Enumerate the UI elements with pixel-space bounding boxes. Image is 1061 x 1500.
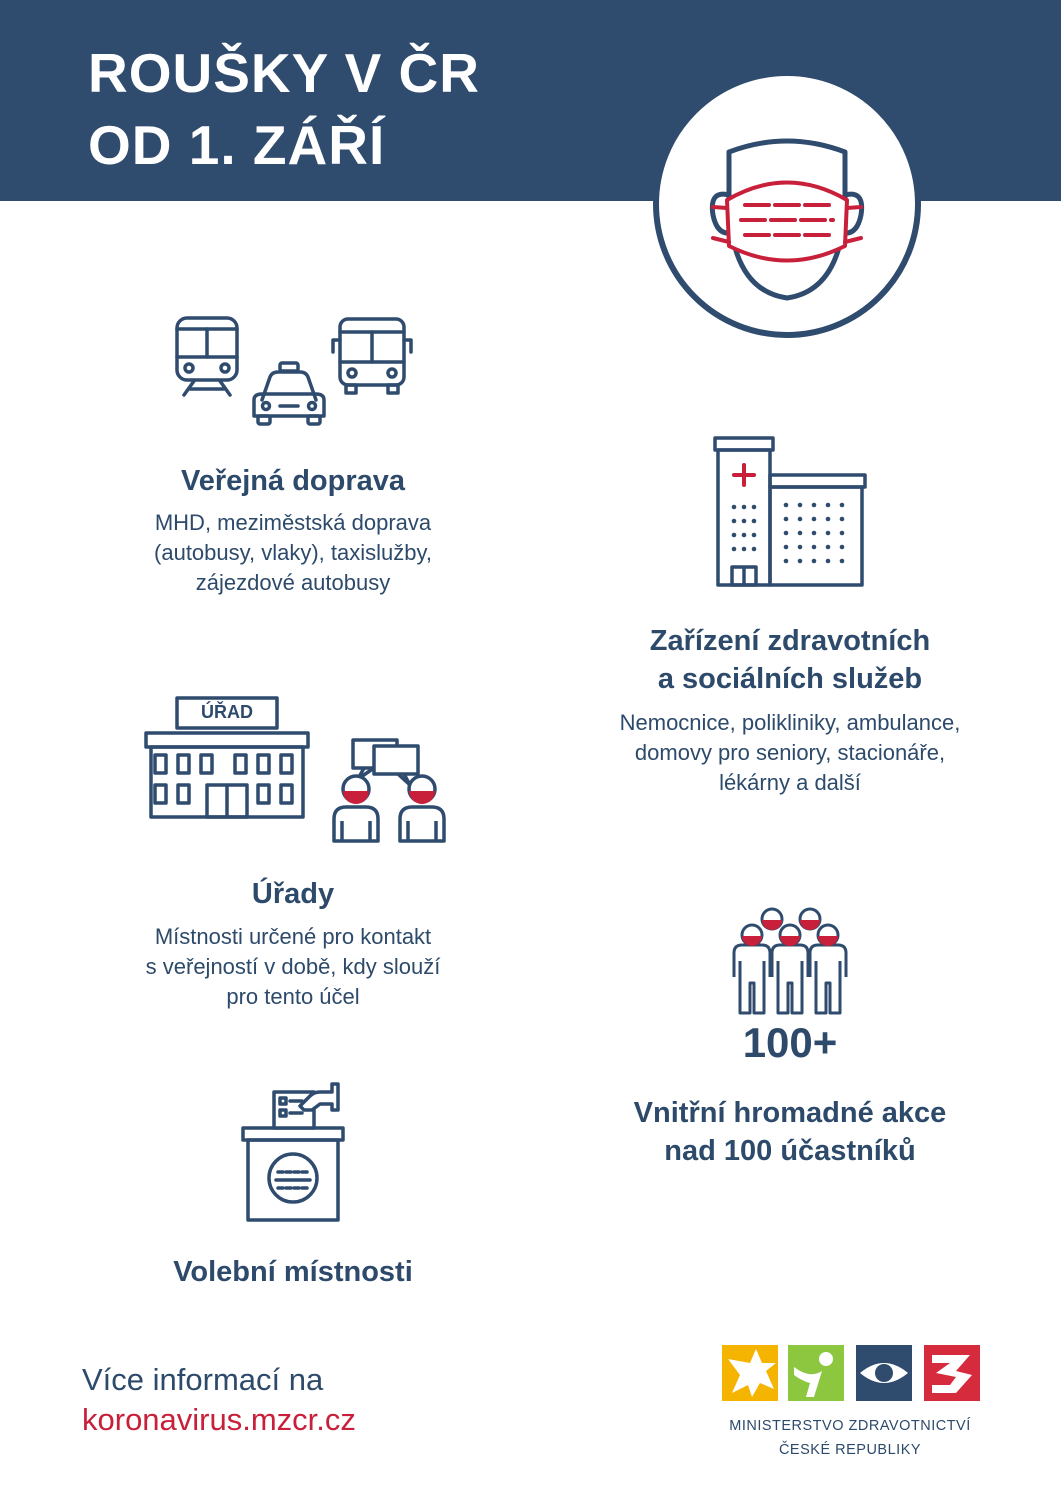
offices-desc-line3: pro tento účel	[226, 984, 360, 1009]
ministry-name-line2: ČESKÉ REPUBLIKY	[778, 1442, 922, 1458]
health-title-line1: Zařízení zdravotních	[649, 625, 931, 657]
page-title-line1: ROUŠKY V ČR	[88, 42, 480, 104]
info-link[interactable]: koronavirus.mzcr.cz	[82, 1402, 356, 1437]
hospital-icon	[710, 435, 870, 590]
events-title-line1: Vnitřní hromadné akce	[633, 1097, 947, 1129]
health-desc-line3: lékárny a další	[719, 770, 861, 795]
conversation-icon	[328, 737, 450, 845]
offices-title: Úřady	[251, 878, 335, 910]
crowd-icon	[728, 905, 852, 1017]
ministry-logo	[722, 1345, 980, 1401]
ministry-name-line1: MINISTERSTVO ZDRAVOTNICTVÍ	[729, 1418, 971, 1434]
voting-title: Volební místnosti	[173, 1256, 413, 1288]
transport-desc-line3: zájezdové autobusy	[195, 570, 391, 595]
transport-desc-line2: (autobusy, vlaky), taxislužby,	[154, 540, 432, 565]
bus-icon	[330, 316, 414, 396]
transport-desc-line1: MHD, meziměstská doprava	[154, 510, 432, 535]
offices-desc-line2: s veřejností v době, kdy slouží	[145, 954, 441, 979]
health-desc-line2: domovy pro seniory, stacionáře,	[634, 740, 946, 765]
face-mask-icon	[653, 70, 921, 338]
taxi-icon	[248, 360, 330, 426]
health-desc-line1: Nemocnice, polikliniky, ambulance,	[619, 710, 961, 735]
health-title-line2: a sociálních služeb	[657, 663, 923, 695]
events-count: 100+	[742, 1019, 838, 1066]
offices-desc-line1: Místnosti určené pro kontakt	[154, 924, 432, 949]
transport-title: Veřejná doprava	[180, 465, 406, 497]
office-sign-label: ÚŘAD	[201, 702, 253, 722]
more-info-text: Více informací na	[82, 1362, 324, 1397]
train-icon	[172, 315, 242, 400]
ballot-box-icon	[240, 1080, 348, 1222]
page-title-line2: OD 1. ZÁŘÍ	[88, 114, 386, 176]
events-title-line2: nad 100 účastníků	[664, 1135, 916, 1167]
